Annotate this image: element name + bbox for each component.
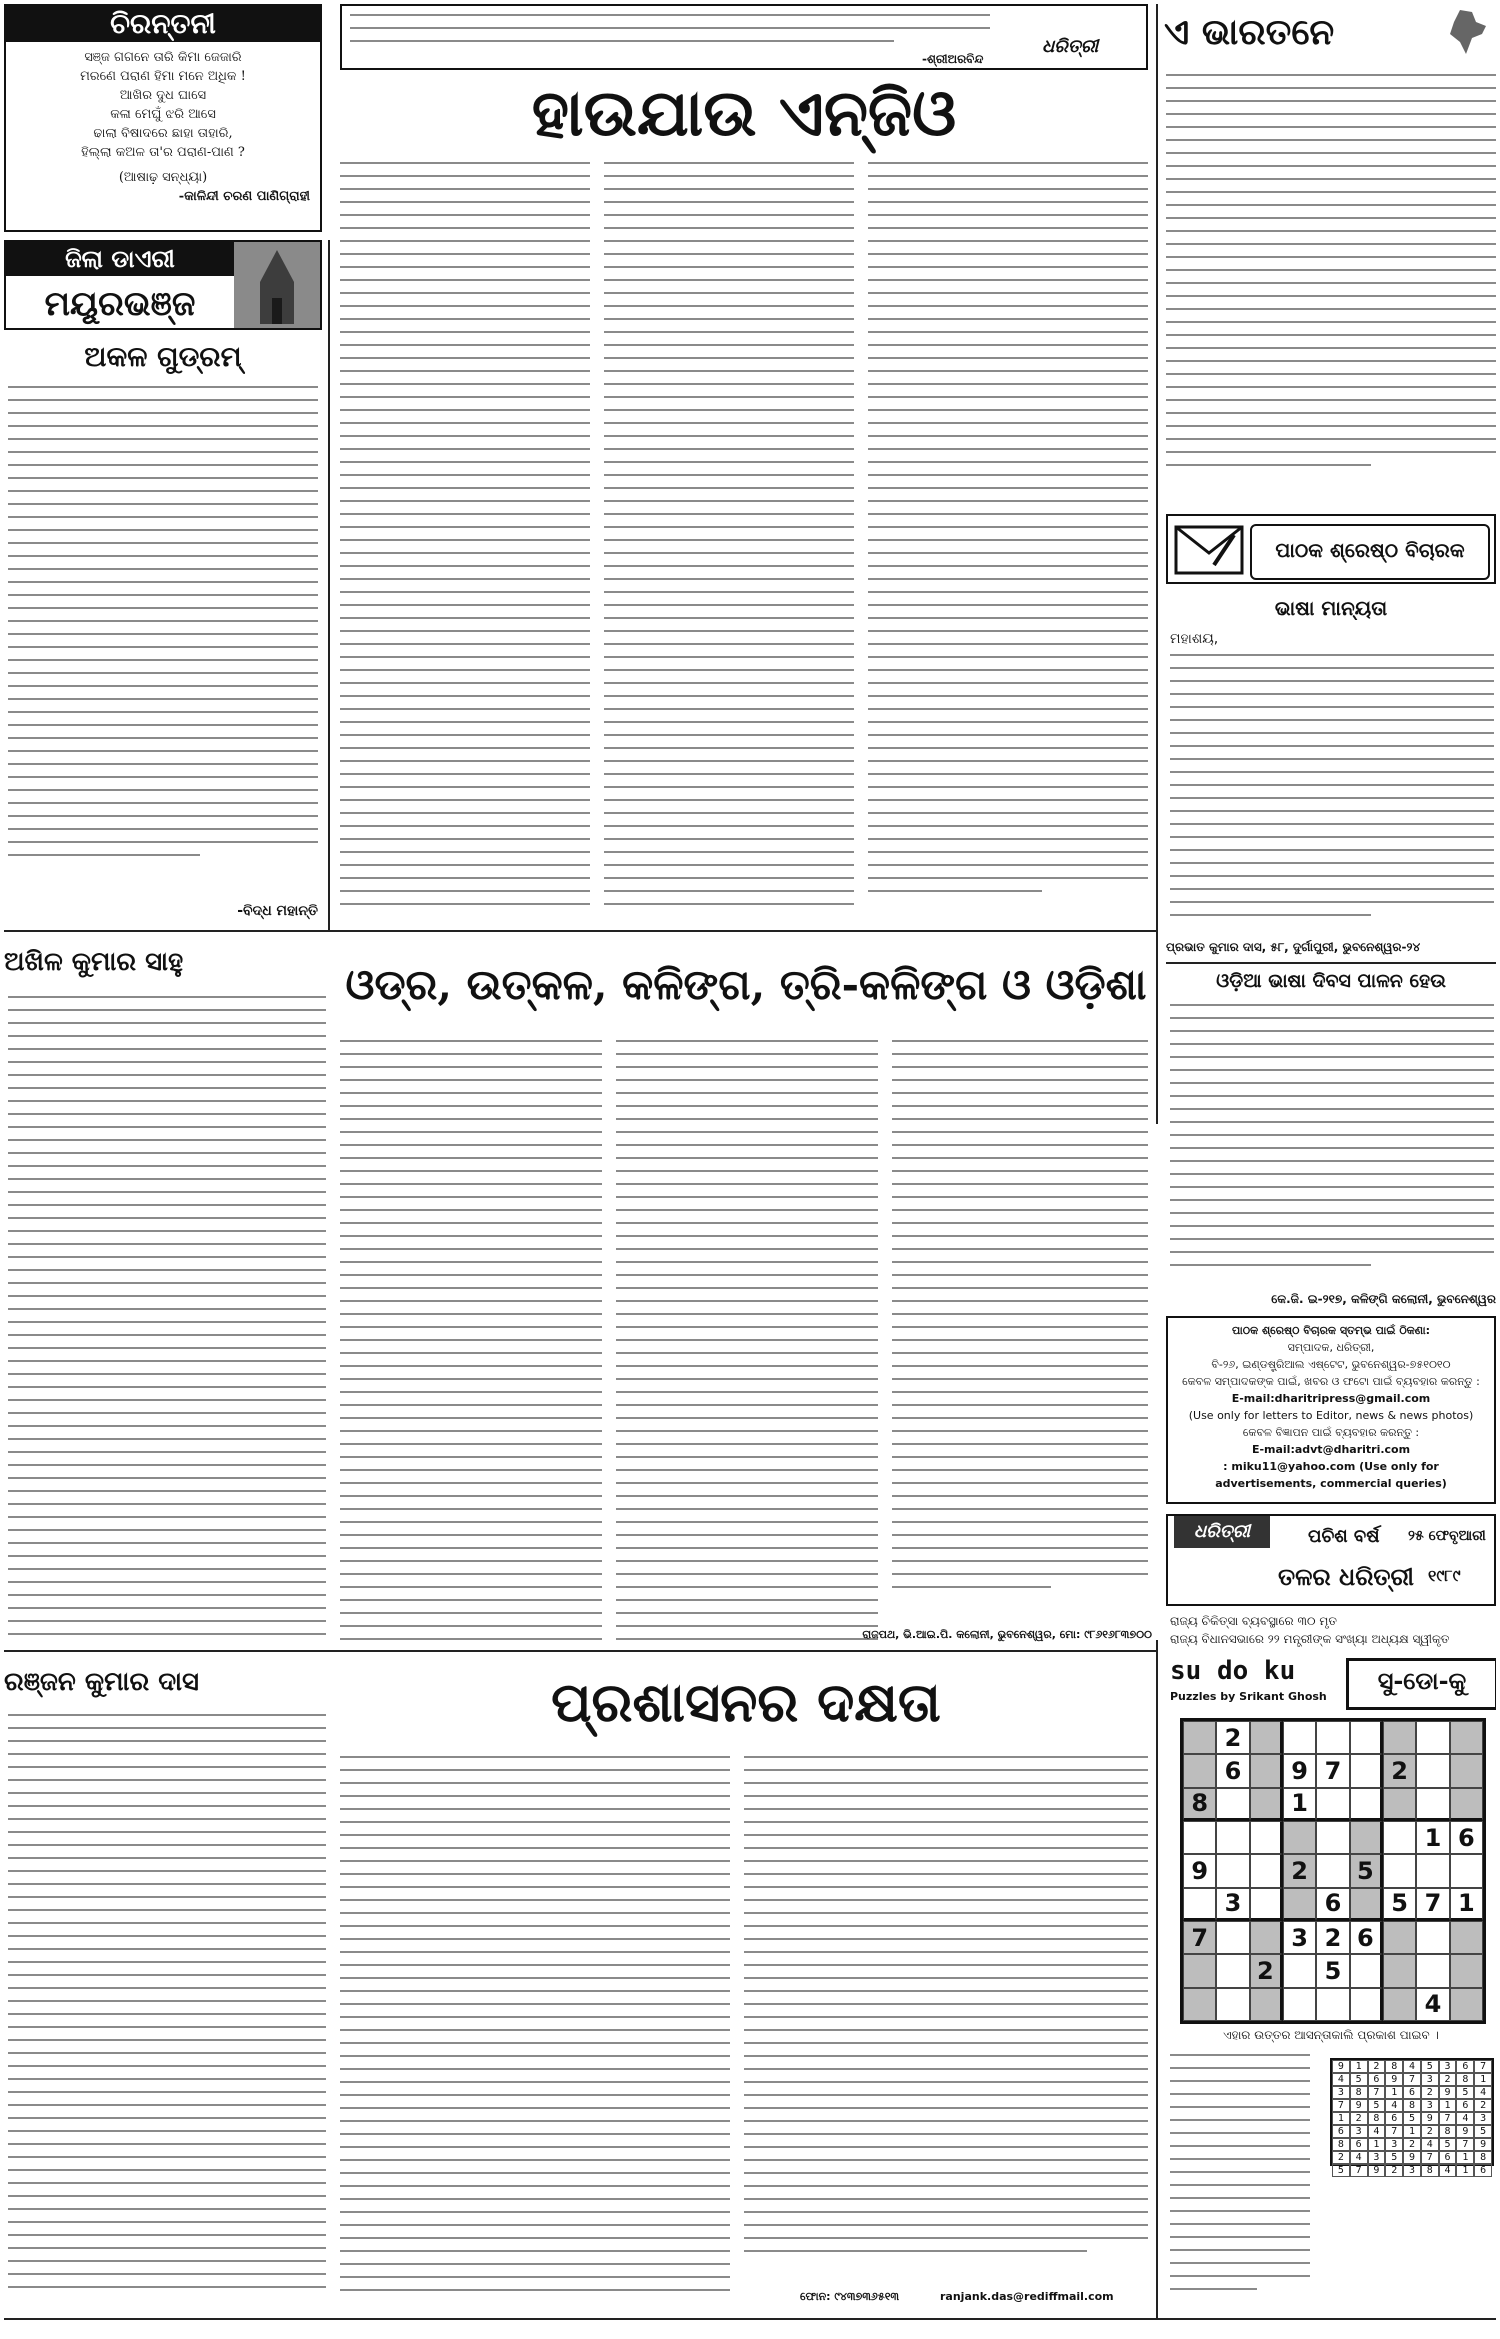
ranjan-body-col2: [340, 1756, 730, 2304]
solution-cell: 9: [1368, 2164, 1386, 2177]
letters-banner: [1166, 514, 1496, 584]
sudoku-cell[interactable]: [1250, 1788, 1283, 1821]
archive-item: [1170, 1612, 1496, 1648]
archive-year: ୧୯୮୯: [1428, 1566, 1461, 1585]
sudoku-cell[interactable]: [1416, 1921, 1449, 1954]
letter1-body: [1170, 654, 1494, 934]
sudoku-cell[interactable]: [1316, 1854, 1349, 1887]
sudoku-cell[interactable]: 6: [1216, 1754, 1249, 1787]
contact-line: କେବଳ ସମ୍ପାଦକଙ୍କ ପାଇଁ, ଖବର ଓ ଫଟୋ ପାଇଁ ବ୍ୟବହାର କରନ୍ତୁ :: [1182, 1375, 1480, 1388]
sudoku-cell[interactable]: 2: [1216, 1721, 1249, 1754]
sudoku-cell[interactable]: [1450, 1921, 1483, 1954]
section-logo-text: ଏ ଭାରତନେ: [1164, 11, 1335, 53]
sudoku-cell[interactable]: 9: [1283, 1754, 1316, 1787]
solution-cell: 4: [1368, 2125, 1386, 2138]
solution-cell: 5: [1474, 2125, 1492, 2138]
sudoku-cell[interactable]: 4: [1416, 1988, 1449, 2021]
contact-line: ବି-୨୬, ଇଣ୍ଡଷ୍ଟ୍ରିଆଲ ଏଷ୍ଟେଟ, ଭୁବନେଶ୍ୱର-୭୫୧୦୧୦: [1211, 1358, 1451, 1371]
solution-cell: 9: [1421, 2112, 1439, 2125]
sudoku-cell[interactable]: 8: [1183, 1788, 1216, 1821]
sudoku-cell[interactable]: [1350, 1888, 1383, 1921]
solution-cell: 3: [1474, 2112, 1492, 2125]
sudoku-cell[interactable]: [1283, 1988, 1316, 2021]
solution-cell: 6: [1456, 2099, 1474, 2112]
sudoku-cell[interactable]: 3: [1283, 1921, 1316, 1954]
solution-cell: 8: [1385, 2060, 1403, 2073]
envelope-icon: [1174, 525, 1244, 575]
solution-cell: 8: [1439, 2125, 1457, 2138]
solution-cell: 7: [1332, 2099, 1350, 2112]
sudoku-cell[interactable]: 9: [1183, 1854, 1216, 1887]
sudoku-cell[interactable]: 6: [1450, 1821, 1483, 1854]
solution-cell: 6: [1439, 2151, 1457, 2164]
temple-photo: [234, 242, 320, 328]
sudoku-cell[interactable]: [1250, 1888, 1283, 1921]
solution-cell: 1: [1385, 2086, 1403, 2099]
sudoku-cell[interactable]: [1216, 1821, 1249, 1854]
contact-line: advertisements, commercial queries): [1215, 1477, 1447, 1490]
archive-item-text: ରାଜ୍ୟ ଚିକିତ୍ସା ବ୍ୟବସ୍ଥାରେ ୩୦ ମୃତ: [1170, 1614, 1337, 1628]
solution-cell: 1: [1403, 2125, 1421, 2138]
solution-cell: 7: [1439, 2112, 1457, 2125]
quote-box: [340, 4, 1148, 70]
solution-cell: 6: [1350, 2138, 1368, 2151]
sudoku-cell[interactable]: [1216, 1788, 1249, 1821]
sudoku-cell[interactable]: [1316, 1788, 1349, 1821]
sudoku-cell[interactable]: [1316, 1821, 1349, 1854]
solution-cell: 8: [1456, 2073, 1474, 2086]
section-body: [1166, 74, 1496, 494]
archive-years: ପଚିଶ ବର୍ଷ: [1308, 1526, 1380, 1547]
poem-line: ସଞ୍ଜ ଗଗନେ ତାରି କିମା ଜେଜାରି: [84, 50, 242, 65]
ngo-body-col1: [340, 162, 590, 922]
sudoku-solution-grid: [1330, 2058, 1494, 2176]
solution-cell: 7: [1350, 2164, 1368, 2177]
letter2-title: ଓଡ଼ିଆ ଭାଷା ଦିବସ ପାଳନ ହେଉ: [1216, 970, 1446, 992]
sudoku-instructions: [1170, 2054, 1310, 2314]
ngo-body-col2: [604, 162, 854, 922]
solution-cell: 9: [1385, 2073, 1403, 2086]
main-headline: ହାଉଯାଉ ଏନ୍‌ଜିଓ: [531, 76, 957, 151]
solution-cell: 3: [1332, 2086, 1350, 2099]
solution-cell: 6: [1368, 2073, 1386, 2086]
sudoku-cell[interactable]: [1383, 1788, 1416, 1821]
poem-source: (ଆଷାଢ଼ ସନ୍ଧ୍ୟା): [118, 170, 208, 185]
ranjan-body-col3: [744, 1756, 1148, 2276]
sudoku-cell[interactable]: 7: [1183, 1921, 1216, 1954]
sudoku-header: [1166, 1656, 1496, 1712]
archive-item-text: ରାଜ୍ୟ ବିଧାନସଭାରେ ୨୨ ମନ୍ତ୍ରୀଙ୍କ ସଂଖ୍ୟା ଅଧ୍ୟକ୍ଷ ସ୍ୱୀକୃତ: [1170, 1632, 1450, 1646]
sudoku-cell[interactable]: 1: [1416, 1821, 1449, 1854]
solution-cell: 4: [1403, 2060, 1421, 2073]
solution-cell: 4: [1385, 2099, 1403, 2112]
solution-cell: 2: [1368, 2060, 1386, 2073]
solution-cell: 6: [1456, 2060, 1474, 2073]
sudoku-cell[interactable]: [1350, 1954, 1383, 1987]
letter2-body: [1170, 1004, 1494, 1286]
sudoku-cell[interactable]: 5: [1350, 1854, 1383, 1887]
sudoku-cell[interactable]: 6: [1316, 1888, 1349, 1921]
solution-cell: 2: [1403, 2138, 1421, 2151]
solution-cell: 1: [1456, 2164, 1474, 2177]
sudoku-cell[interactable]: 2: [1250, 1954, 1283, 1987]
sudoku-cell[interactable]: [1316, 1988, 1349, 2021]
solution-cell: 9: [1350, 2099, 1368, 2112]
solution-cell: 7: [1385, 2125, 1403, 2138]
diary-article-title: ଅକଳ ଗୁଡ୍ରମ୍: [84, 340, 242, 373]
solution-cell: 6: [1474, 2164, 1492, 2177]
sudoku-cell[interactable]: 3: [1216, 1888, 1249, 1921]
solution-cell: 9: [1439, 2086, 1457, 2099]
sudoku-cell[interactable]: 1: [1283, 1788, 1316, 1821]
solution-cell: 4: [1421, 2138, 1439, 2151]
sudoku-grid[interactable]: [1180, 1718, 1486, 2024]
sudoku-cell[interactable]: [1450, 1854, 1483, 1887]
sudoku-cell[interactable]: [1350, 1721, 1383, 1754]
sudoku-cell[interactable]: [1283, 1888, 1316, 1921]
solution-cell: 8: [1350, 2086, 1368, 2099]
letters-banner-text: ପାଠକ ଶ୍ରେଷ୍ଠ ବିଚାରକ: [1250, 524, 1490, 580]
solution-cell: 6: [1385, 2112, 1403, 2125]
sudoku-cell[interactable]: 2: [1316, 1921, 1349, 1954]
solution-cell: 9: [1456, 2125, 1474, 2138]
solution-cell: 8: [1368, 2112, 1386, 2125]
letter1-salutation: ମହାଶୟ,: [1170, 631, 1219, 647]
solution-cell: 8: [1332, 2138, 1350, 2151]
sudoku-cell[interactable]: [1183, 1888, 1216, 1921]
solution-cell: 7: [1421, 2151, 1439, 2164]
solution-cell: 4: [1350, 2151, 1368, 2164]
sudoku-cell[interactable]: [1350, 1821, 1383, 1854]
sudoku-cell[interactable]: [1250, 1821, 1283, 1854]
sudoku-cell[interactable]: [1183, 1721, 1216, 1754]
sudoku-cell[interactable]: [1216, 1988, 1249, 2021]
ranjan-phone: ଫୋନ: ୯୪୩୭୩୬୫୧୩: [800, 2290, 900, 2303]
solution-cell: 9: [1332, 2060, 1350, 2073]
section-logo: [1164, 4, 1496, 64]
sudoku-cell[interactable]: [1183, 1954, 1216, 1987]
poem-line: ମରଣେ ପରାଣ ହିମା ମନେ ଅଧିକ !: [80, 69, 246, 84]
sudoku-cell[interactable]: [1283, 1721, 1316, 1754]
akhila-body-col4: [892, 1040, 1148, 1620]
ngo-body-col3: [868, 162, 1148, 922]
letter2-sign: କେ.ଜି. ଇ-୨୧୭, କଳିଙ୍ଗି କଲୋନୀ, ଭୁବନେଶ୍ୱର: [1271, 1292, 1496, 1306]
solution-cell: 7: [1474, 2060, 1492, 2073]
sudoku-cell[interactable]: [1183, 1821, 1216, 1854]
archive-sub: ତଳର ଧରିତ୍ରୀ: [1278, 1562, 1414, 1591]
solution-cell: 5: [1368, 2099, 1386, 2112]
sudoku-cell[interactable]: [1416, 1721, 1449, 1754]
akhila-body-col3: [616, 1040, 878, 1656]
solution-cell: 2: [1421, 2125, 1439, 2138]
sudoku-cell[interactable]: [1350, 1788, 1383, 1821]
sudoku-title-en: su do ku: [1170, 1656, 1296, 1686]
sudoku-cell[interactable]: [1450, 1988, 1483, 2021]
poem-line: ଢାଲା ବିଷାଦରେ ଛାହା ତାହାରି,: [93, 126, 233, 141]
solution-cell: 7: [1403, 2073, 1421, 2086]
poem-line: ଆଖିର ଦୁଧ ଘାସେ: [119, 88, 207, 103]
sudoku-cell[interactable]: 2: [1283, 1854, 1316, 1887]
sudoku-cell[interactable]: 5: [1316, 1954, 1349, 1987]
sudoku-cell[interactable]: [1283, 1821, 1316, 1854]
solution-cell: 5: [1385, 2151, 1403, 2164]
solution-cell: 2: [1439, 2073, 1457, 2086]
sudoku-cell[interactable]: [1450, 1954, 1483, 1987]
solution-cell: 3: [1421, 2073, 1439, 2086]
akhila-body-col1: [8, 996, 326, 1656]
contact-line: କେବଳ ବିଜ୍ଞାପନ ପାଇଁ ବ୍ୟବହାର କରନ୍ତୁ :: [1242, 1426, 1420, 1439]
poem-author: -କାଳିନ୍ଦୀ ଚରଣ ପାଣିଗ୍ରାହୀ: [178, 189, 310, 204]
sudoku-cell[interactable]: [1250, 1921, 1283, 1954]
akhila-address: ରାଜପଥ, ଭି.ଆଇ.ପି. କଲୋନୀ, ଭୁବନେଶ୍ୱର, ମୋ: ୯୮୬୧୬୮୩୭୦୦: [862, 1628, 1152, 1641]
letter1-sign: ପ୍ରଭାତ କୁମାର ଦାସ, ୫୮, ଦୁର୍ଗାପୁରୀ, ଭୁବନେଶ୍ୱର-୨୪: [1166, 940, 1421, 954]
sudoku-cell[interactable]: [1250, 1854, 1283, 1887]
solution-cell: 9: [1474, 2138, 1492, 2151]
solution-cell: 6: [1403, 2086, 1421, 2099]
sudoku-cell[interactable]: [1383, 1988, 1416, 2021]
advt-email-link[interactable]: E-mail:advt@dharitri.com: [1251, 1443, 1411, 1456]
archive-date: ୨୫ ଫେବୃଆରୀ: [1408, 1528, 1486, 1544]
solution-cell: 5: [1439, 2138, 1457, 2151]
contact-line: ପାଠକ ଶ୍ରେଷ୍ଠ ବିଚାରକ ସ୍ତମ୍ଭ ପାଇଁ ଠିକଣା:: [1231, 1324, 1431, 1337]
sudoku-cell[interactable]: 2: [1383, 1754, 1416, 1787]
solution-cell: 2: [1332, 2151, 1350, 2164]
sudoku-cell[interactable]: [1183, 1754, 1216, 1787]
sudoku-cell[interactable]: [1216, 1954, 1249, 1987]
solution-cell: 1: [1368, 2138, 1386, 2151]
archive-logo: ଧରିତ୍ରୀ: [1174, 1516, 1270, 1548]
akhila-headline: ଓଡ୍ର, ଉତ୍କଳ, କଳିଙ୍ଗ, ତ୍ରି-କଳିଙ୍ଗ ଓ ଓଡ଼ିଶା: [345, 960, 1147, 1009]
solution-cell: 2: [1421, 2086, 1439, 2099]
sudoku-cell[interactable]: [1216, 1921, 1249, 1954]
sudoku-cell[interactable]: [1416, 1954, 1449, 1987]
sudoku-cell[interactable]: [1250, 1988, 1283, 2021]
sudoku-cell[interactable]: [1250, 1721, 1283, 1754]
solution-cell: 4: [1439, 2164, 1457, 2177]
sudoku-cell[interactable]: [1183, 1988, 1216, 2021]
sudoku-answer-note: ଏହାର ଉତ୍ତର ଆସନ୍ତାକାଲି ପ୍ରକାଶ ପାଇବ ।: [1223, 2028, 1439, 2042]
solution-cell: 8: [1474, 2151, 1492, 2164]
solution-cell: 1: [1439, 2099, 1457, 2112]
sudoku-cell[interactable]: [1383, 1821, 1416, 1854]
solution-cell: 3: [1439, 2060, 1457, 2073]
sudoku-cell[interactable]: [1383, 1954, 1416, 1987]
solution-cell: 1: [1332, 2112, 1350, 2125]
sudoku-cell[interactable]: [1383, 1921, 1416, 1954]
akhila-author: ଅଖିଳ କୁମାର ସାହୁ: [4, 947, 184, 977]
solution-cell: 2: [1385, 2164, 1403, 2177]
solution-cell: 2: [1474, 2099, 1492, 2112]
sudoku-cell[interactable]: [1416, 1754, 1449, 1787]
poem-line: କଳା ମେଘୁଁ ଝରି ଆସେ: [110, 107, 216, 122]
diary-body: [8, 386, 318, 886]
sudoku-title-od: ସୁ-ଡୋ-କୁ: [1346, 1658, 1496, 1710]
editor-email-link[interactable]: E-mail:dharitripress@gmail.com: [1231, 1392, 1431, 1405]
akhila-body-col2: [340, 1040, 602, 1656]
solution-cell: 3: [1403, 2164, 1421, 2177]
sudoku-cell[interactable]: 5: [1383, 1888, 1416, 1921]
diary-header: [4, 240, 322, 330]
sudoku-cell[interactable]: 7: [1416, 1888, 1449, 1921]
solution-cell: 8: [1421, 2164, 1439, 2177]
contact-line: (Use only for letters to Editor, news & news photos): [1188, 1409, 1474, 1422]
sudoku-cell[interactable]: [1216, 1854, 1249, 1887]
diary-author: -ବିଦ୍ଧ ମହାନ୍ତି: [237, 903, 318, 919]
sudoku-cell[interactable]: [1450, 1754, 1483, 1787]
sudoku-cell[interactable]: 7: [1316, 1754, 1349, 1787]
sudoku-cell[interactable]: 1: [1450, 1888, 1483, 1921]
sudoku-cell[interactable]: [1383, 1854, 1416, 1887]
sudoku-cell[interactable]: [1250, 1754, 1283, 1787]
solution-cell: 4: [1332, 2073, 1350, 2086]
poem-lines: [6, 42, 320, 212]
solution-cell: 4: [1456, 2112, 1474, 2125]
solution-cell: 1: [1350, 2060, 1368, 2073]
ranjan-body-col1: [8, 1714, 326, 2304]
diary-district: ମୟୂରଭଞ୍ଜ: [44, 284, 196, 324]
quote-author: -ଶ୍ରୀଅରବିନ୍ଦ: [922, 52, 984, 66]
ranjan-headline: ପ୍ରଶାସନର ଦକ୍ଷତା: [551, 1670, 941, 1734]
contact-box: [1166, 1316, 1496, 1504]
solution-cell: 4: [1474, 2086, 1492, 2099]
solution-cell: 5: [1350, 2073, 1368, 2086]
advt-email-alt-link[interactable]: : miku11@yahoo.com (Use only for: [1223, 1460, 1439, 1473]
solution-cell: 1: [1456, 2151, 1474, 2164]
solution-cell: 7: [1456, 2138, 1474, 2151]
solution-cell: 9: [1403, 2151, 1421, 2164]
sudoku-cell[interactable]: [1450, 1788, 1483, 1821]
solution-cell: 3: [1350, 2125, 1368, 2138]
solution-cell: 5: [1403, 2112, 1421, 2125]
diary-label: ଜିଲା ଡାଏରୀ: [6, 242, 234, 276]
solution-cell: 8: [1403, 2099, 1421, 2112]
solution-cell: 3: [1385, 2138, 1403, 2151]
archive-box: [1166, 1514, 1496, 1606]
sudoku-byline: Puzzles by Srikant Ghosh: [1170, 1690, 1327, 1703]
solution-cell: 1: [1474, 2073, 1492, 2086]
ranjan-author: ରଞ୍ଜନ କୁମାର ଦାସ: [4, 1667, 199, 1697]
solution-cell: 5: [1332, 2164, 1350, 2177]
solution-cell: 2: [1350, 2112, 1368, 2125]
contact-line: ସମ୍ପାଦକ, ଧରିତ୍ରୀ,: [1287, 1341, 1375, 1354]
sudoku-cell[interactable]: [1416, 1788, 1449, 1821]
solution-cell: 3: [1368, 2151, 1386, 2164]
solution-cell: 3: [1421, 2099, 1439, 2112]
letter1-title: ଭାଷା ମାନ୍ୟତା: [1274, 596, 1388, 620]
solution-cell: 5: [1456, 2086, 1474, 2099]
paper-logo-small: ଧରିତ୍ରୀ: [1042, 36, 1099, 57]
sudoku-cell[interactable]: [1316, 1721, 1349, 1754]
sudoku-cell[interactable]: 6: [1350, 1921, 1383, 1954]
poem-box: [4, 4, 322, 232]
solution-cell: 6: [1332, 2125, 1350, 2138]
sudoku-cell[interactable]: [1350, 1754, 1383, 1787]
india-map-icon: [1442, 8, 1490, 58]
poem-line: ହିଲ୍ଲା କଅଳ ତା'ର ପରାଣ-ପାଣ ?: [81, 145, 245, 160]
sudoku-cell[interactable]: [1283, 1954, 1316, 1987]
poem-title: ଚିରନ୍ତନୀ: [6, 6, 320, 42]
sudoku-cell[interactable]: [1350, 1988, 1383, 2021]
solution-cell: 5: [1421, 2060, 1439, 2073]
ranjan-email-link[interactable]: ranjank.das@rediffmail.com: [940, 2290, 1114, 2303]
sudoku-cell[interactable]: [1383, 1721, 1416, 1754]
sudoku-cell[interactable]: [1416, 1854, 1449, 1887]
solution-cell: 7: [1368, 2086, 1386, 2099]
sudoku-cell[interactable]: [1450, 1721, 1483, 1754]
